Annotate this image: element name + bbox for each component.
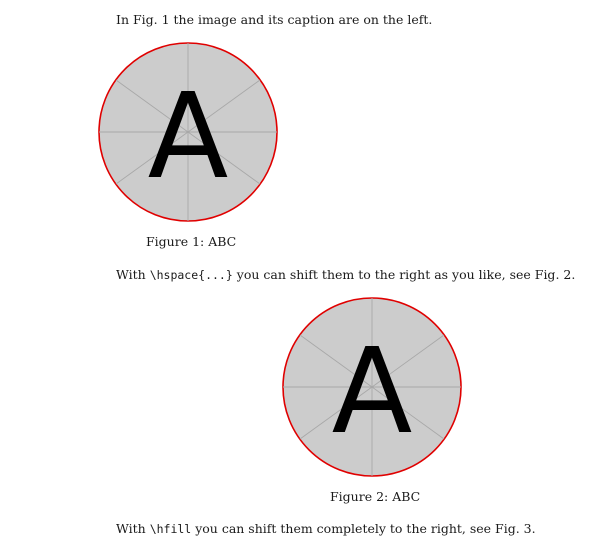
- figure-2-image: [281, 296, 463, 478]
- paragraph-fig1-intro: [116, 12, 432, 28]
- paragraph-text: In Fig. 1 the image and its caption are on the left.: [116, 12, 433, 27]
- paragraph-text-before: With: [116, 267, 150, 282]
- figure-2-svg: [281, 296, 463, 478]
- paragraph-hfill: [116, 521, 536, 537]
- figure-2-letter: A: [331, 322, 413, 460]
- paragraph-text-after: you can shift them completely to the right, see Fig. 3.: [191, 521, 536, 536]
- figure-1-caption: Figure 1: ABC: [146, 234, 237, 249]
- code-hspace: \hspace{...}: [149, 268, 233, 282]
- figure-1-image: [97, 41, 279, 223]
- paragraph-text-after: you can shift them to the right as you like, see Fig. 2.: [232, 267, 576, 282]
- paragraph-text-before: With: [116, 521, 150, 536]
- figure-1-svg: [97, 41, 279, 223]
- paragraph-hspace: [116, 267, 575, 283]
- code-hfill: \hfill: [149, 522, 192, 536]
- figure-2-caption: Figure 2: ABC: [330, 489, 421, 504]
- figure-1-letter: A: [147, 67, 229, 205]
